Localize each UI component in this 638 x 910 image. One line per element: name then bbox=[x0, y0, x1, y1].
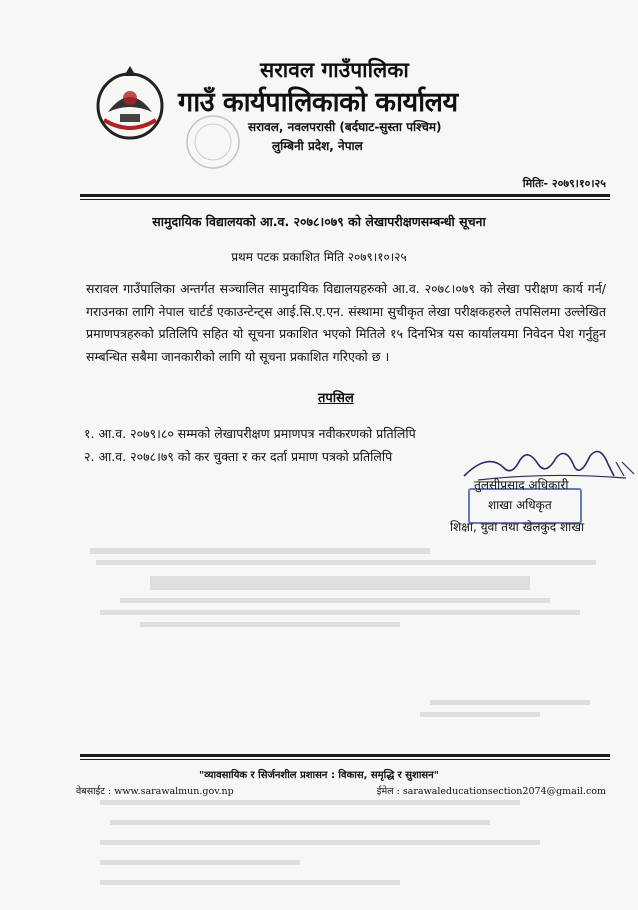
nepal-emblem-icon bbox=[90, 62, 170, 142]
header-rule-thick bbox=[80, 194, 610, 197]
header-rule-thin bbox=[80, 199, 610, 200]
footer-rule-thin bbox=[80, 759, 610, 760]
address-line-2: लुम्बिनी प्रदेश, नेपाल bbox=[272, 139, 363, 153]
office-name: गाउँ कार्यपालिकाको कार्यालय bbox=[178, 87, 458, 118]
org-name: सरावल गाउँपालिका bbox=[260, 58, 409, 82]
notice-date: मितिः- २०७९।१०।२५ bbox=[522, 177, 606, 190]
schedule-heading: तपसिल bbox=[318, 391, 354, 406]
notice-body: सरावल गाउँपालिका अन्तर्गत सञ्चालित सामुदायिक विद्यालयहरुको आ.व. २०७८।०७९ को लेखा परीक्षण कार्य गर्न/गराउनका लागि नेपाल चार्टर्ड एकाउन्टेन्ट्स आई.सि.ए.एन. संस्थामा सुचीकृत लेखा परीक्षकहरुले तपसिलमा उल्लेखित प्रमाणपत्रहरुको प्रतिलिपि सहित यो सूचना प्रकाशित भएको मितिले १५ दिनभित्र यस कार्यालयमा निवेदन पेश गर्नुहुन सम्बन्धित सबैमा जानकारीको लागि यो सूचना प्रकाशित गरिएको छ । bbox=[86, 281, 606, 364]
schedule-item: १. आ.व. २०७९।८० सम्मको लेखापरीक्षण प्रमाणपत्र नवीकरणको प्रतिलिपि bbox=[84, 426, 416, 441]
signatory-designation: शाखा अधिकृत bbox=[488, 498, 552, 512]
footer-email: ईमेल : sarawaleducationsection2074@gmail.com bbox=[376, 786, 606, 797]
footer-website: वेबसाईट : www.sarawalmun.gov.np bbox=[76, 786, 234, 797]
schedule-item: २. आ.व. २०७८।७९ को कर चुक्ता र कर दर्ता प्रमाण पत्रको प्रतिलिपि bbox=[84, 449, 393, 464]
first-published-date: प्रथम पटक प्रकाशित मिति २०७९।१०।२५ bbox=[231, 250, 407, 264]
footer-rule-thick bbox=[80, 754, 610, 757]
signatory-name: तुलसीप्रसाद अधिकारी bbox=[474, 478, 569, 492]
address-line-1: सरावल, नवलपरासी (बर्दघाट-सुस्ता पश्चिम) bbox=[248, 120, 442, 134]
notice-title: सामुदायिक विद्यालयको आ.व. २०७८।०७९ को लेखापरीक्षणसम्बन्धी सूचना bbox=[152, 214, 486, 229]
signatory-section: शिक्षा, युवा तथा खेलकुद शाखा bbox=[450, 520, 585, 534]
footer-slogan: "व्यावसायिक र सिर्जनशील प्रशासन : विकास, समृद्धि र सुशासन" bbox=[199, 770, 439, 781]
faint-seal-icon bbox=[178, 112, 248, 172]
